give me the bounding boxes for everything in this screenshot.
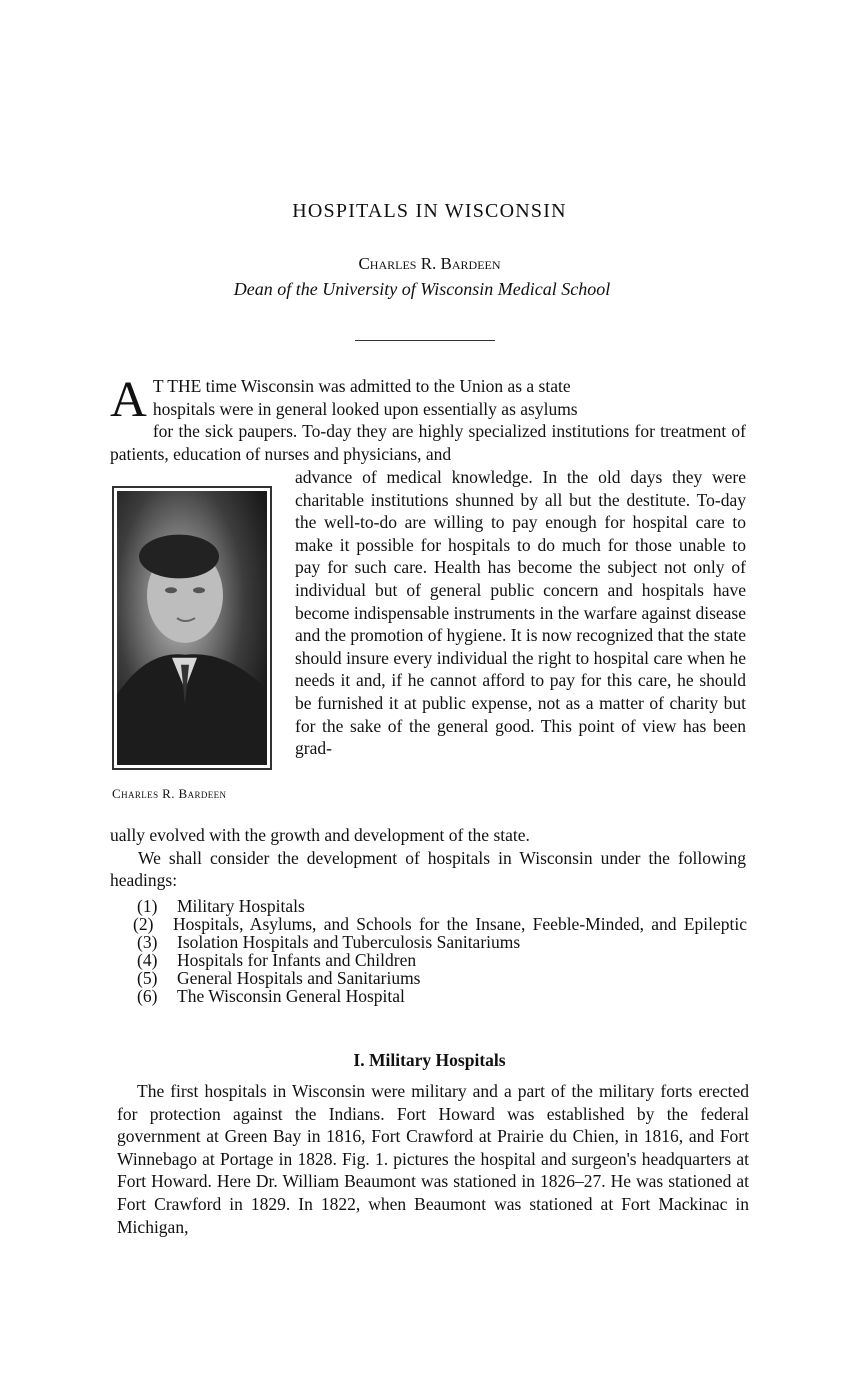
author-portrait (112, 486, 276, 802)
headings-list (117, 897, 747, 1005)
portrait-image (117, 491, 267, 765)
list-item: (2) Hospitals, Asylums, and Schools for the Insane, Feeble-Minded, and Epileptic (133, 914, 747, 934)
intro-rest: for the sick paupers. To-day they are highly specialized institutions for treatment of patients, education of nurses and physicians, and (110, 421, 746, 464)
article-author: Charles R. Bardeen (358, 254, 501, 273)
intro-paragraph (110, 372, 746, 465)
intro-line-2: hospitals were in general looked upon essentially as asylums (152, 398, 578, 419)
list-item: (3) Isolation Hospitals and Tuberculosis Sanitariums (137, 932, 521, 952)
drop-cap: A (110, 372, 147, 428)
author-affiliation: Dean of the University of Wisconsin Medical School (233, 279, 611, 299)
section-paragraph: The first hospitals in Wisconsin were military and a part of the military forts erected for protection against the Indians. Fort Howard was established by the federal government at Green Bay in 1816, Fort Crawford at Prairie du Chien, in 1816, and Fort Winnebago at Portage in 1828. Fig. 1. pictures the hospital and surgeon's headquarters at Fort Howard. Here Dr. William Beaumont was stationed in 1826–27. He was stationed at Fort Crawford in 1829. In 1822, when Beaumont was stationed at Fort Mackinac in Michigan, (117, 1081, 749, 1237)
article-title: HOSPITALS IN WISCONSIN (292, 200, 567, 222)
list-item: (6) The Wisconsin General Hospital (137, 986, 405, 1006)
section-body (117, 1080, 749, 1238)
consider-paragraph: We shall consider the development of hospitals in Wisconsin under the following headings: (110, 847, 746, 891)
list-item: (1) Military Hospitals (137, 896, 305, 916)
intro-line-1: T THE time Wisconsin was admitted to the Union as a state (152, 376, 571, 396)
section-heading: I. Military Hospitals (353, 1050, 506, 1070)
title-divider (355, 340, 495, 341)
portrait-frame (112, 486, 272, 770)
portrait-caption: Charles R. Bardeen (112, 786, 227, 801)
continuation-line: ually evolved with the growth and development of the state. (110, 825, 530, 845)
list-item: (5) General Hospitals and Sanitariums (137, 968, 421, 988)
portrait-figure (117, 491, 267, 765)
list-item: (4) Hospitals for Infants and Children (137, 950, 417, 970)
wrapped-paragraph: advance of medical knowledge. In the old days they were charitable institutions shunned by all but the destitute. To-day the well-to-do are willing to pay enough for hospital care to make it possible for hospitals to do much for those unable to pay for such care. Health has become the subject not only of individual but of general public concern and hospitals have become indispensable instruments in the warfare against disease and the promotion of hygiene. It is now recognized that the state should insure every individual the right to hospital care when he needs it and, if he cannot afford to pay for this care, he should be furnished it at public expense, not as a matter of charity but for the sake of the general good. This point of view has been grad- (295, 467, 746, 759)
continuation-text (110, 824, 746, 892)
